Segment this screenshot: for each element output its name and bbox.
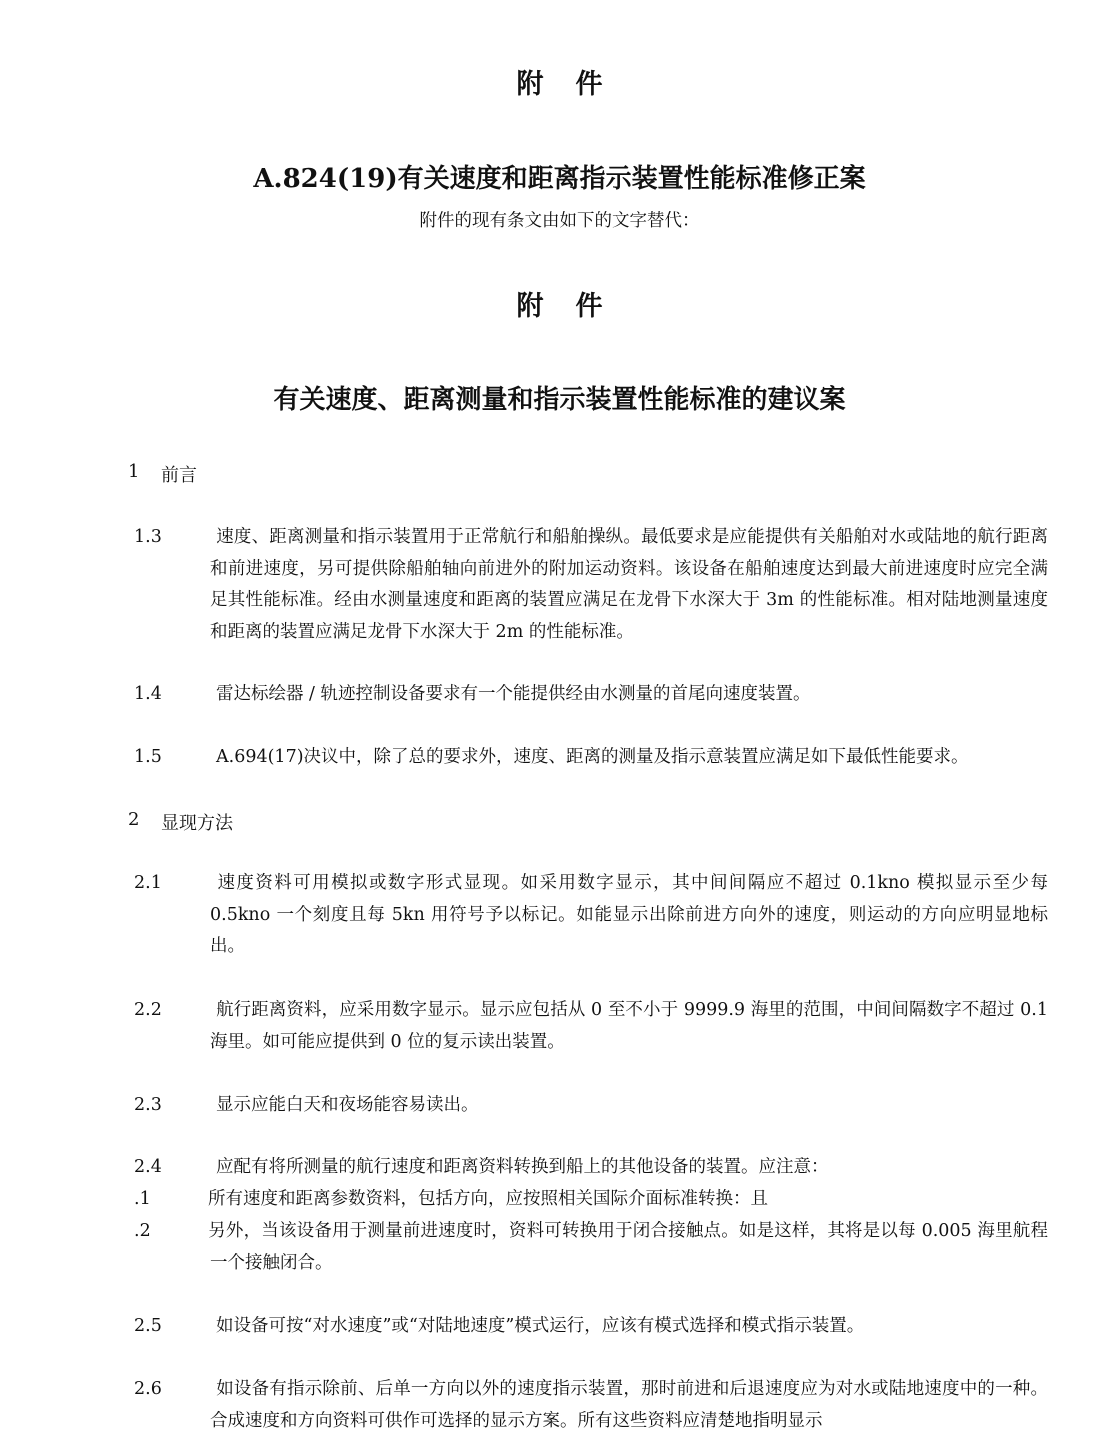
paragraph-text: 雷达标绘器 / 轨迹控制设备要求有一个能提供经由水测量的首尾向速度装置。: [216, 684, 811, 704]
paragraph-number: 1.5: [134, 747, 162, 767]
amendment-title: A.824(19)有关速度和距离指示装置性能标准修正案: [253, 164, 866, 194]
paragraph-text: A.694(17)决议中，除了总的要求外，速度、距离的测量及指示意装置应满足如下最低性能要求。: [216, 747, 969, 767]
paragraph-number: 2.6: [134, 1379, 162, 1399]
paragraph-2-4: [134, 1152, 1048, 1184]
paragraph-text: 速度资料可用模拟或数字形式显现。如采用数字显示，其中间间隔应不超过 0.1kno 模拟显示至少每 0.5kno 一个刻度且每 5kn 用符号予以标记。如能显示出除前进方向外的速度，则运动的方向应明显地标出。: [210, 873, 1048, 956]
paragraph-text: 如设备可按“对水速度”或“对陆地速度”模式运行，应该有模式选择和模式指示装置。: [216, 1316, 865, 1336]
paragraph-1-4: [134, 679, 1048, 711]
annex-heading-1: 附件: [516, 69, 635, 100]
section-2-heading: [128, 809, 428, 835]
paragraph-2-5: [134, 1311, 1048, 1343]
paragraph-number: 1.4: [134, 684, 162, 704]
paragraph-text: 速度、距离测量和指示装置用于正常航行和船舶操纵。最低要求是应能提供有关船舶对水或陆地的航行距离和前进速度，另可提供除船舶轴向前进外的附加运动资料。该设备在船舶速度达到最大前进速度时应完全满足其性能标准。经由水测量速度和距离的装置应满足在龙骨下水深大于 3m 的性能标准。相对陆地测量速度和距离的装置应满足龙骨下水深大于 2m 的性能标准。: [210, 527, 1048, 642]
section-number: 2: [128, 809, 140, 830]
paragraph-number: 2.4: [134, 1157, 162, 1177]
section-1-heading: [128, 461, 428, 487]
paragraph-text: 航行距离资料，应采用数字显示。显示应包括从 0 至不小于 9999.9 海里的范围，中间间隔数字不超过 0.1 海里。如可能应提供到 0 位的复示读出装置。: [210, 1000, 1048, 1052]
section-title: 显现方法: [161, 813, 233, 834]
paragraph-2-2: [134, 995, 1048, 1058]
paragraph-text: 如设备有指示除前、后单一方向以外的速度指示装置，那时前进和后退速度应为对水或陆地速度中的一种。合成速度和方向资料可供作可选择的显示方案。所有这些资料应清楚地指明显示: [210, 1379, 1048, 1431]
paragraph-1-3: [134, 522, 1048, 648]
paragraph-number: 2.1: [134, 873, 162, 893]
paragraph-text: 显示应能白天和夜场能容易读出。: [216, 1095, 479, 1115]
annex-heading-2: 附件: [516, 291, 635, 322]
section-title: 前言: [161, 465, 197, 486]
paragraph-2-6: [134, 1374, 1048, 1445]
paragraph-number: 2.5: [134, 1316, 162, 1336]
paragraph-2-1: [134, 868, 1048, 963]
paragraph-text: 应配有将所测量的航行速度和距离资料转换到船上的其他设备的装置。应注意：: [216, 1157, 829, 1177]
subitem-2: [134, 1216, 1048, 1279]
paragraph-2-3: [134, 1090, 1048, 1122]
recommendation-title: 有关速度、距离测量和指示装置性能标准的建议案: [273, 385, 846, 415]
subitem-1: [134, 1184, 1048, 1216]
replacement-note: 附件的现有条文由如下的文字替代：: [419, 211, 700, 231]
paragraph-number: 2.3: [134, 1095, 162, 1115]
subitem-number: .2: [134, 1221, 151, 1241]
subitem-text: 另外，当该设备用于测量前进速度时，资料可转换用于闭合接触点。如是这样，其将是以每 0.005 海里航程一个接触闭合。: [208, 1221, 1048, 1273]
subitem-number: .1: [134, 1189, 151, 1209]
paragraph-1-5: [134, 742, 1048, 774]
paragraph-number: 1.3: [134, 527, 162, 547]
subitem-text: 所有速度和距离参数资料，包括方向，应按照相关国际介面标准转换：且: [208, 1189, 768, 1209]
section-number: 1: [128, 461, 140, 482]
paragraph-number: 2.2: [134, 1000, 162, 1020]
